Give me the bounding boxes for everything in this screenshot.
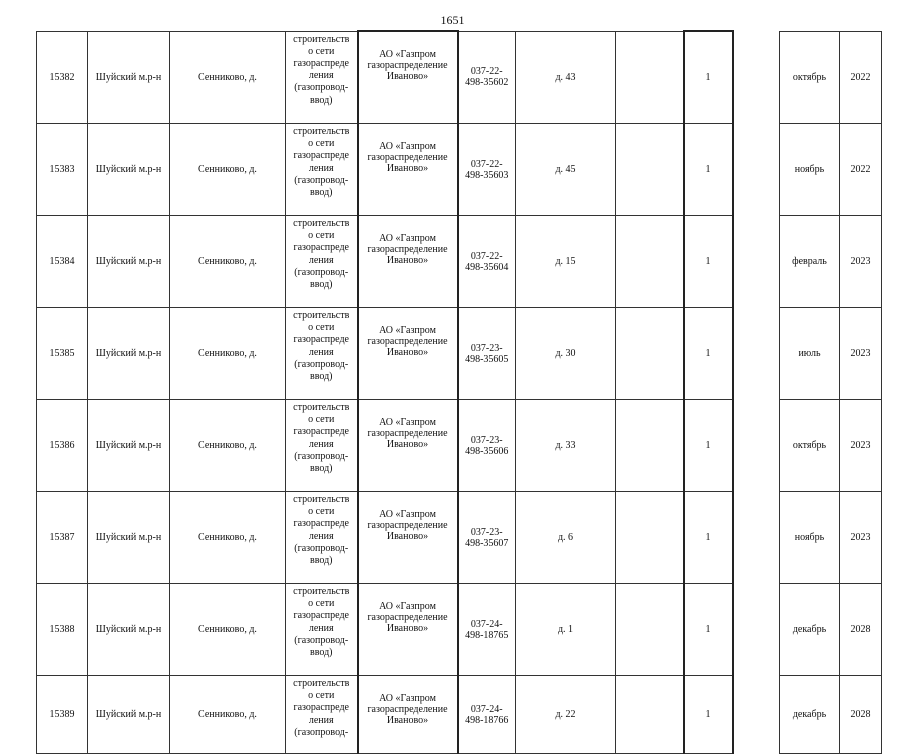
owner-cell xyxy=(358,216,458,308)
table-row xyxy=(37,400,882,492)
address-cell: д. 15 xyxy=(516,216,616,308)
quantity-cell: 1 xyxy=(684,492,733,584)
work-type-cell-line: ввод) xyxy=(309,555,333,567)
owner-cell-line: АО «Газпром xyxy=(379,601,436,612)
work-type-cell-line: ления xyxy=(308,438,334,450)
owner-cell xyxy=(358,308,458,400)
work-type-cell-line: газораспреде xyxy=(293,610,349,622)
table-row xyxy=(37,124,882,216)
empty-gap-cell xyxy=(733,676,780,754)
settlement-cell: Сенниково, д. xyxy=(170,584,286,676)
address-cell: д. 33 xyxy=(516,400,616,492)
work-type-cell xyxy=(286,31,358,124)
work-type-cell-line: газораспреде xyxy=(293,242,349,254)
work-type-cell-line: ввод) xyxy=(309,279,333,291)
work-type-cell-line: газораспреде xyxy=(293,334,349,346)
object-code-cell-line: 498-18766 xyxy=(465,714,509,726)
district-cell: Шуйский м.р-н xyxy=(88,308,170,400)
settlement-cell: Сенниково, д. xyxy=(170,216,286,308)
work-type-cell xyxy=(286,492,358,584)
quantity-cell: 1 xyxy=(684,308,733,400)
page-number: 1651 xyxy=(440,13,465,27)
owner-cell-line: газораспределение xyxy=(367,336,448,347)
work-type-cell-line: газораспреде xyxy=(293,426,349,438)
object-code-cell-line: 498-35605 xyxy=(465,353,509,365)
owner-cell xyxy=(358,31,458,124)
empty-gap-cell xyxy=(733,584,780,676)
object-code-cell-line: 498-35607 xyxy=(465,537,509,549)
settlement-cell: Сенниково, д. xyxy=(170,308,286,400)
owner-cell-line: Иваново» xyxy=(386,255,429,266)
district-cell: Шуйский м.р-н xyxy=(88,216,170,308)
owner-cell-line: АО «Газпром xyxy=(379,233,436,244)
quantity-cell: 1 xyxy=(684,400,733,492)
object-code-cell-line: 498-35602 xyxy=(465,77,509,89)
work-type-cell-line: о сети xyxy=(308,690,335,702)
object-code-cell-line: 498-35606 xyxy=(465,445,509,457)
empty-gap-cell xyxy=(733,31,780,124)
work-type-cell-line: о сети xyxy=(308,506,335,518)
row-number-cell: 15384 xyxy=(37,216,88,308)
work-type-cell-line: (газопровод- xyxy=(294,174,349,186)
object-code-cell xyxy=(458,584,516,676)
work-type-cell-line: (газопровод- xyxy=(294,450,349,462)
address-cell: д. 1 xyxy=(516,584,616,676)
register-table xyxy=(36,30,882,754)
work-type-cell-line: газораспреде xyxy=(293,702,349,714)
owner-cell xyxy=(358,124,458,216)
settlement-cell: Сенниково, д. xyxy=(170,492,286,584)
settlement-cell: Сенниково, д. xyxy=(170,676,286,754)
owner-cell-line: газораспределение xyxy=(367,612,448,623)
work-type-cell xyxy=(286,308,358,400)
work-type-cell-line: строительств xyxy=(293,218,350,229)
work-type-cell-line: строительств xyxy=(293,678,350,689)
district-cell: Шуйский м.р-н xyxy=(88,124,170,216)
row-number-cell: 15385 xyxy=(37,308,88,400)
owner-cell-line: АО «Газпром xyxy=(379,325,436,336)
work-type-cell-line: ввод) xyxy=(309,647,333,659)
owner-cell-line: АО «Газпром xyxy=(379,417,436,428)
month-cell: ноябрь xyxy=(780,492,840,584)
address-cell: д. 43 xyxy=(516,31,616,124)
object-code-cell xyxy=(458,676,516,754)
quantity-cell: 1 xyxy=(684,124,733,216)
owner-cell xyxy=(358,584,458,676)
year-cell: 2022 xyxy=(840,31,882,124)
work-type-cell-line: строительств xyxy=(293,402,350,413)
empty-gap-cell xyxy=(733,308,780,400)
empty-gap-cell xyxy=(733,400,780,492)
year-cell: 2023 xyxy=(840,308,882,400)
owner-cell-line: АО «Газпром xyxy=(379,141,436,152)
work-type-cell xyxy=(286,216,358,308)
month-cell: июль xyxy=(780,308,840,400)
year-cell: 2028 xyxy=(840,676,882,754)
work-type-cell-line: (газопровод- xyxy=(294,726,349,738)
object-code-cell-line: 037-24- xyxy=(470,618,503,630)
empty-cell xyxy=(616,308,684,400)
owner-cell-line: АО «Газпром xyxy=(379,509,436,520)
address-cell: д. 22 xyxy=(516,676,616,754)
table-body xyxy=(37,31,882,754)
address-cell: д. 45 xyxy=(516,124,616,216)
work-type-cell xyxy=(286,584,358,676)
work-type-cell xyxy=(286,124,358,216)
work-type-cell-line: строительств xyxy=(293,586,350,597)
owner-cell xyxy=(358,492,458,584)
owner-cell-line: АО «Газпром xyxy=(379,49,436,60)
empty-cell xyxy=(616,676,684,754)
empty-gap-cell xyxy=(733,216,780,308)
settlement-cell: Сенниково, д. xyxy=(170,124,286,216)
empty-cell xyxy=(616,400,684,492)
work-type-cell-line: газораспреде xyxy=(293,57,349,69)
work-type-cell-line: (газопровод- xyxy=(294,358,349,370)
work-type-cell-line: строительств xyxy=(293,33,350,45)
year-cell: 2023 xyxy=(840,216,882,308)
table-row xyxy=(37,676,882,754)
work-type-cell-line: ления xyxy=(308,70,334,82)
object-code-cell xyxy=(458,216,516,308)
month-cell: октябрь xyxy=(780,400,840,492)
district-cell: Шуйский м.р-н xyxy=(88,492,170,584)
work-type-cell xyxy=(286,676,358,754)
object-code-cell-line: 037-23- xyxy=(470,526,503,538)
work-type-cell-line: о сети xyxy=(308,45,335,57)
empty-cell xyxy=(616,31,684,124)
row-number-cell: 15388 xyxy=(37,584,88,676)
empty-cell xyxy=(616,216,684,308)
month-cell: октябрь xyxy=(780,31,840,124)
year-cell: 2023 xyxy=(840,400,882,492)
empty-cell xyxy=(616,492,684,584)
district-cell: Шуйский м.р-н xyxy=(88,676,170,754)
work-type-cell-line: (газопровод- xyxy=(294,542,349,554)
district-cell: Шуйский м.р-н xyxy=(88,400,170,492)
object-code-cell xyxy=(458,400,516,492)
quantity-cell: 1 xyxy=(684,31,733,124)
year-cell: 2023 xyxy=(840,492,882,584)
owner-cell-line: газораспределение xyxy=(367,244,448,255)
work-type-cell-line: (газопровод- xyxy=(294,82,349,94)
owner-cell-line: Иваново» xyxy=(386,531,429,542)
quantity-cell: 1 xyxy=(684,584,733,676)
empty-cell xyxy=(616,124,684,216)
empty-gap-cell xyxy=(733,492,780,584)
object-code-cell xyxy=(458,31,516,124)
work-type-cell-line: (газопровод- xyxy=(294,266,349,278)
month-cell: ноябрь xyxy=(780,124,840,216)
row-number-cell: 15382 xyxy=(37,31,88,124)
year-cell: 2028 xyxy=(840,584,882,676)
work-type-cell-line: ления xyxy=(308,346,334,358)
object-code-cell-line: 498-35604 xyxy=(465,261,509,273)
owner-cell-line: газораспределение xyxy=(367,520,448,531)
owner-cell-line: Иваново» xyxy=(386,163,429,174)
work-type-cell-line: ления xyxy=(308,714,334,726)
district-cell: Шуйский м.р-н xyxy=(88,31,170,124)
work-type-cell-line: о сети xyxy=(308,230,335,242)
work-type-cell-line: ления xyxy=(308,622,334,634)
quantity-cell: 1 xyxy=(684,216,733,308)
work-type-cell-line: (газопровод- xyxy=(294,634,349,646)
address-cell: д. 6 xyxy=(516,492,616,584)
address-cell: д. 30 xyxy=(516,308,616,400)
work-type-cell-line: строительств xyxy=(293,310,350,321)
object-code-cell-line: 037-22- xyxy=(470,66,503,78)
row-number-cell: 15386 xyxy=(37,400,88,492)
object-code-cell-line: 037-22- xyxy=(470,250,503,262)
work-type-cell-line: о сети xyxy=(308,138,335,150)
owner-cell xyxy=(358,676,458,754)
owner-cell-line: Иваново» xyxy=(386,71,429,82)
empty-gap-cell xyxy=(733,124,780,216)
settlement-cell: Сенниково, д. xyxy=(170,31,286,124)
month-cell: февраль xyxy=(780,216,840,308)
settlement-cell: Сенниково, д. xyxy=(170,400,286,492)
owner-cell-line: АО «Газпром xyxy=(379,693,436,704)
year-cell: 2022 xyxy=(840,124,882,216)
object-code-cell xyxy=(458,124,516,216)
work-type-cell-line: о сети xyxy=(308,322,335,334)
owner-cell-line: Иваново» xyxy=(386,715,429,726)
owner-cell-line: газораспределение xyxy=(367,428,448,439)
owner-cell-line: Иваново» xyxy=(386,439,429,450)
district-cell: Шуйский м.р-н xyxy=(88,584,170,676)
object-code-cell-line: 037-24- xyxy=(470,703,503,715)
work-type-cell-line: о сети xyxy=(308,414,335,426)
table-row xyxy=(37,584,882,676)
work-type-cell-line: газораспреде xyxy=(293,518,349,530)
object-code-cell xyxy=(458,492,516,584)
work-type-cell-line: строительств xyxy=(293,126,350,137)
work-type-cell-line: строительств xyxy=(293,494,350,505)
month-cell: декабрь xyxy=(780,676,840,754)
row-number-cell: 15389 xyxy=(37,676,88,754)
owner-cell-line: газораспределение xyxy=(367,704,448,715)
quantity-cell: 1 xyxy=(684,676,733,754)
work-type-cell-line: ления xyxy=(308,530,334,542)
object-code-cell-line: 498-18765 xyxy=(465,629,509,641)
table-row xyxy=(37,216,882,308)
object-code-cell-line: 037-22- xyxy=(470,158,503,170)
work-type-cell-line: ввод) xyxy=(309,94,333,106)
table-row xyxy=(37,308,882,400)
owner-cell xyxy=(358,400,458,492)
object-code-cell xyxy=(458,308,516,400)
object-code-cell-line: 037-23- xyxy=(470,342,503,354)
owner-cell-line: газораспределение xyxy=(367,60,448,71)
object-code-cell-line: 498-35603 xyxy=(465,169,509,181)
work-type-cell-line: ввод) xyxy=(309,187,333,199)
work-type-cell-line: газораспреде xyxy=(293,150,349,162)
work-type-cell-line: ввод) xyxy=(309,463,333,475)
owner-cell-line: Иваново» xyxy=(386,347,429,358)
work-type-cell-line: ления xyxy=(308,162,334,174)
work-type-cell-line: ввод) xyxy=(309,371,333,383)
empty-cell xyxy=(616,584,684,676)
work-type-cell-line: о сети xyxy=(308,598,335,610)
work-type-cell-line: ления xyxy=(308,254,334,266)
row-number-cell: 15383 xyxy=(37,124,88,216)
owner-cell-line: Иваново» xyxy=(386,623,429,634)
work-type-cell xyxy=(286,400,358,492)
object-code-cell-line: 037-23- xyxy=(470,434,503,446)
month-cell: декабрь xyxy=(780,584,840,676)
table-row xyxy=(37,492,882,584)
row-number-cell: 15387 xyxy=(37,492,88,584)
owner-cell-line: газораспределение xyxy=(367,152,448,163)
table-row xyxy=(37,31,882,124)
register-table-wrap xyxy=(36,30,882,754)
